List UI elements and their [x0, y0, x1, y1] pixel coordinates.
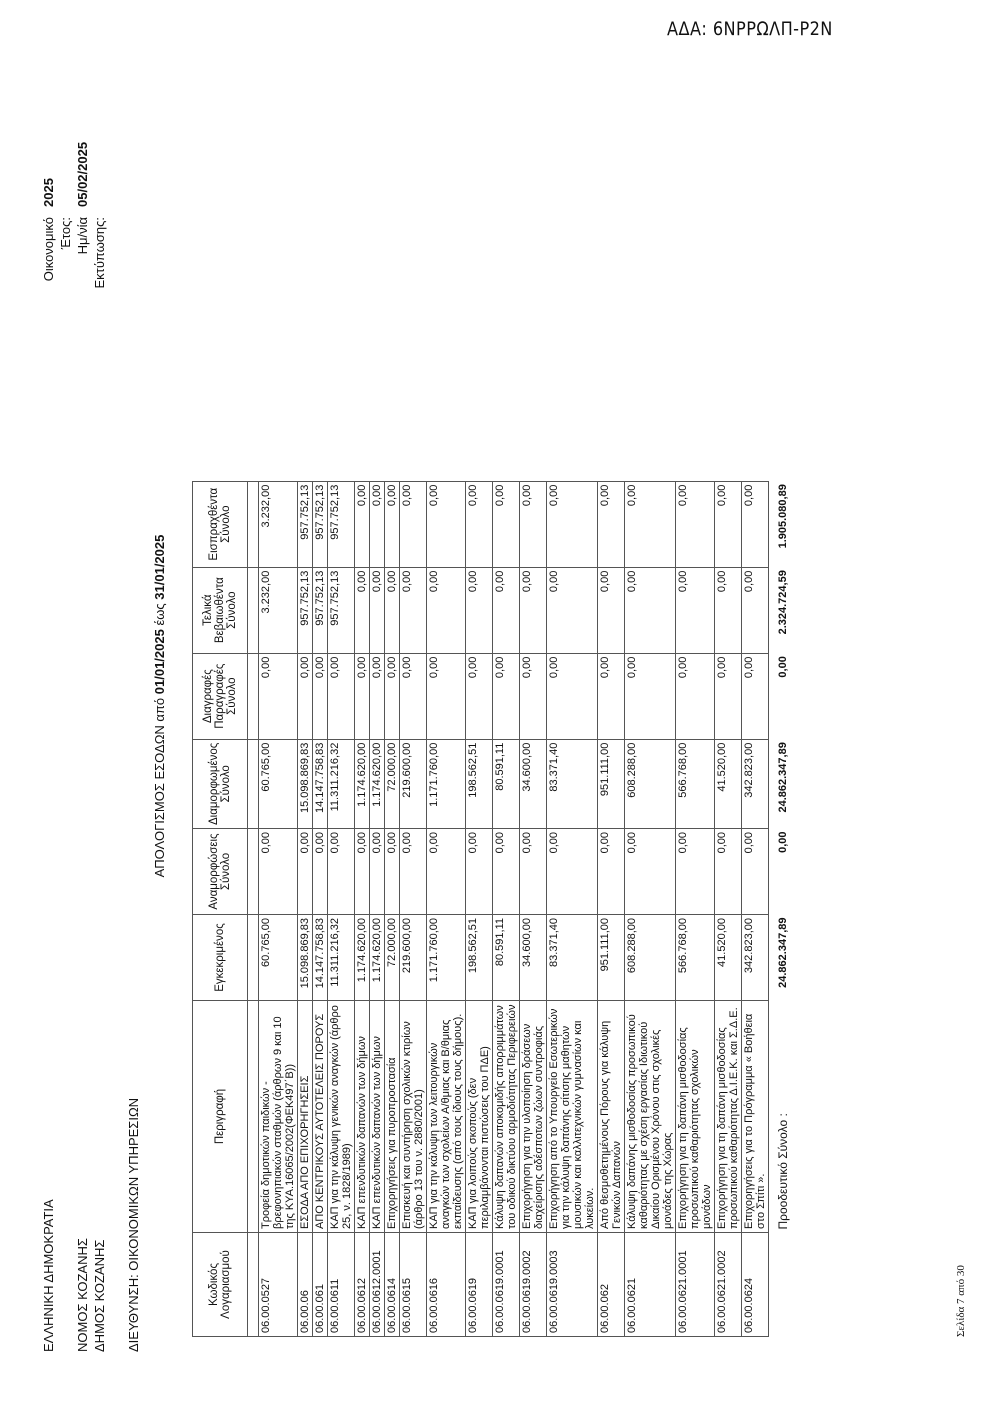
cell-formed: 1.174.620,00: [355, 739, 370, 828]
cell-approved: 80.591,11: [493, 915, 520, 1001]
cell-deletions: 0,00: [520, 653, 547, 739]
cell-approved: 15.098.869,83: [298, 915, 313, 1001]
cell-approved: 34.600,00: [520, 915, 547, 1001]
table-row: [520, 481, 547, 1336]
cell-certified: 0,00: [493, 567, 520, 653]
cell-description: ΚΑΠ επενδυτικών δαπανών των δήμων: [370, 1001, 385, 1233]
table-row: [742, 481, 769, 1336]
col-header-code: Κωδικός Λογαριασμού: [193, 1233, 248, 1337]
cell-certified: 0,00: [400, 567, 427, 653]
cell-deletions: 0,00: [598, 653, 625, 739]
cell-amendments: 0,00: [742, 829, 769, 915]
cell-collected: 0,00: [466, 481, 493, 567]
print-date-label: Ημ/νία Εκτύπωσης:: [75, 217, 107, 289]
cell-amendments: 0,00: [370, 829, 385, 915]
cell-approved: 342.823,00: [742, 915, 769, 1001]
cell-description: Επισκευή και συντήρηση σχολικών κτιρίων (άρθρο 13 του ν. 2880/2001): [400, 1001, 427, 1233]
municipality-label: ΔΗΜΟΣ ΚΟΖΑΝΗΣ: [92, 1239, 107, 1352]
cell-approved: 11.311.216,32: [328, 915, 355, 1001]
table-row: [625, 481, 676, 1336]
cell-code: 06.00.0619: [466, 1233, 493, 1337]
cell-approved: 83.371,40: [547, 915, 598, 1001]
table-row: [598, 481, 625, 1336]
cell-collected: 0,00: [676, 481, 715, 567]
cell-description: Επιχορήγηση για τη δαπάνη μισθοδοσίας προσωπικού καθαριότητας σχολικών μονάδων: [676, 1001, 715, 1233]
cell-formed: 342.823,00: [742, 739, 769, 828]
cell-certified: 0,00: [427, 567, 466, 653]
cell-approved: 566.768,00: [676, 915, 715, 1001]
report-date-from: 01/01/2025: [152, 629, 167, 695]
cell-code: 06.00.0619.0003: [547, 1233, 598, 1337]
cell-code: 06.00.0612.0001: [370, 1233, 385, 1337]
directorate-label: ΔΙΕΥΘΥΝΣΗ: ΟΙΚΟΝΟΜΙΚΩΝ ΥΠΗΡΕΣΙΩΝ: [126, 1097, 141, 1352]
cell-code: 06.00.0619.0001: [493, 1233, 520, 1337]
col-header-approved: Εγκεκριμένος: [193, 915, 248, 1001]
cell-amendments: 0,00: [313, 829, 328, 915]
cell-amendments: 0,00: [715, 829, 742, 915]
cell-collected: 3.232,00: [259, 481, 298, 567]
cell-description: Τροφεία δημοτικών παιδικών - βρεφονηπιακών σταθμών (άρθρων 9 και 10 της ΚΥΑ.16065/2002(ΦΕΚ497΄Β)): [259, 1001, 298, 1233]
cell-collected: 0,00: [520, 481, 547, 567]
cell-collected: 0,00: [547, 481, 598, 567]
cell-deletions: 0,00: [427, 653, 466, 739]
cell-approved: 14.147.758,83: [313, 915, 328, 1001]
cell-amendments: 0,00: [625, 829, 676, 915]
table-header-row: [193, 481, 248, 1336]
table-row: [400, 481, 427, 1336]
cell-formed: 14.147.758,83: [313, 739, 328, 828]
cell-collected: 0,00: [400, 481, 427, 567]
cell-collected: 0,00: [742, 481, 769, 567]
cell-collected: 957.752,13: [328, 481, 355, 567]
cell-description: Επιχορήγηση από το Υπουργείο Εσωτερικών για την κάλυψη δαπάνης σίτισης μαθητών μουσικών και καλλιτεχνικών γυμνασίων και λυκείων.: [547, 1001, 598, 1233]
table-row: [385, 481, 400, 1336]
page-number: Σελίδα 7 από 30: [955, 1265, 967, 1337]
total-collected: 1.905.080,89: [777, 484, 789, 549]
cell-deletions: 0,00: [328, 653, 355, 739]
cell-formed: 60.765,00: [259, 739, 298, 828]
cell-description: Κάλυψη δαπανών αποκομιδής απορριμμάτων του οδικού δικτύου αρμοδιότητας Περιφερειών: [493, 1001, 520, 1233]
cell-deletions: 0,00: [298, 653, 313, 739]
cell-description: Επιχορηγήσεις για πυροπροστασία: [385, 1001, 400, 1233]
cell-collected: 0,00: [715, 481, 742, 567]
print-date-value: 05/02/2025: [75, 141, 90, 207]
table-row: [259, 481, 298, 1336]
cell-collected: 0,00: [370, 481, 385, 567]
cell-formed: 219.600,00: [400, 739, 427, 828]
table-row: [676, 481, 715, 1336]
cell-formed: 34.600,00: [520, 739, 547, 828]
cell-description: Κάλυψη δαπάνης μισθοδοσίας προσωπικού καθαριότητας με σχέση εργασίας Ιδιωτικού Δικαίου Ορισμένου Χρόνου στις σχολικές μονάδες της Χώρας: [625, 1001, 676, 1233]
cell-amendments: 0,00: [598, 829, 625, 915]
cell-collected: 0,00: [598, 481, 625, 567]
cell-code: 06.00.0621: [625, 1233, 676, 1337]
cell-formed: 41.520,00: [715, 739, 742, 828]
cell-amendments: 0,00: [466, 829, 493, 915]
cell-code: 06.00.062: [598, 1233, 625, 1337]
report-title: [152, 0, 167, 1412]
cell-deletions: 0,00: [385, 653, 400, 739]
cell-certified: 0,00: [370, 567, 385, 653]
cell-description: ΚΑΠ για την κάλυψη των λειτουργικών αναγκών των σχολείων Α/θμιας και Β/θμιας εκπαίδευσης (από τους ίδιους τους δήμους).: [427, 1001, 466, 1233]
cell-code: 06.00.0621.0001: [676, 1233, 715, 1337]
cell-code: 06.00.0619.0002: [520, 1233, 547, 1337]
cell-collected: 0,00: [493, 481, 520, 567]
cell-description: Επιχορηγήσεις για το Πρόγραμμα « Βοήθεια στο Σπίτι ».: [742, 1001, 769, 1233]
cell-approved: 72.000,00: [385, 915, 400, 1001]
cell-certified: 0,00: [547, 567, 598, 653]
cell-certified: 0,00: [466, 567, 493, 653]
table-row: [466, 481, 493, 1336]
cell-amendments: 0,00: [400, 829, 427, 915]
total-formed: 24.862.347,89: [777, 742, 789, 813]
cell-formed: 1.171.760,00: [427, 739, 466, 828]
cell-amendments: 0,00: [520, 829, 547, 915]
header-spacer-row: [248, 481, 259, 1336]
cell-certified: 957.752,13: [298, 567, 313, 653]
country-label: ΕΛΛΗΝΙΚΗ ΔΗΜΟΚΡΑΤΙΑ: [41, 1199, 56, 1352]
prefecture-label: ΝΟΜΟΣ ΚΟΖΑΝΗΣ: [75, 1238, 90, 1352]
cell-approved: 41.520,00: [715, 915, 742, 1001]
cell-code: 06.00.0624: [742, 1233, 769, 1337]
cell-approved: 219.600,00: [400, 915, 427, 1001]
cell-approved: 951.111,00: [598, 915, 625, 1001]
cell-collected: 0,00: [385, 481, 400, 567]
cell-collected: 957.752,13: [313, 481, 328, 567]
table-row: [370, 481, 385, 1336]
cell-description: Επιχορήγηση για την υλοποίηση δράσεων διαχείρισης αδέσποτων ζώων συντροφιάς: [520, 1001, 547, 1233]
cell-amendments: 0,00: [355, 829, 370, 915]
col-header-formed: Διαμορφωμένος Σύνολο: [193, 739, 248, 828]
cell-description: ΚΑΠ για λοιπούς σκοπούς (δεν περιλαμβάνονται πιστώσεις του ΠΔΕ): [466, 1001, 493, 1233]
cell-collected: 957.752,13: [298, 481, 313, 567]
cell-deletions: 0,00: [400, 653, 427, 739]
cell-certified: 0,00: [715, 567, 742, 653]
cell-certified: 0,00: [598, 567, 625, 653]
report-date-to: 31/01/2025: [152, 534, 167, 600]
table-row: [715, 481, 742, 1336]
table-row: [313, 481, 328, 1336]
cell-certified: 957.752,13: [313, 567, 328, 653]
total-approved: 24.862.347,89: [777, 917, 789, 988]
total-deletions: 0,00: [777, 656, 789, 678]
cell-approved: 1.174.620,00: [355, 915, 370, 1001]
cell-code: 06.00.061: [313, 1233, 328, 1337]
cell-description: Από θεσμοθετημένους Πόρους για κάλυψη Γενικών Δαπανών: [598, 1001, 625, 1233]
col-header-certified: Τελικά Βεβαιωθέντα Σύνολο: [193, 567, 248, 653]
cell-formed: 72.000,00: [385, 739, 400, 828]
table-row: [427, 481, 466, 1336]
cell-formed: 83.371,40: [547, 739, 598, 828]
cell-description: ΚΑΠ επενδυτικών δαπανών των δήμων: [355, 1001, 370, 1233]
cell-amendments: 0,00: [547, 829, 598, 915]
cell-description: ΕΣΟΔΑ ΑΠΟ ΕΠΙΧΟΡΗΓΗΣΕΙΣ: [298, 1001, 313, 1233]
cell-formed: 198.562,51: [466, 739, 493, 828]
table-row: [493, 481, 520, 1336]
cell-collected: 0,00: [427, 481, 466, 567]
col-header-collected: Εισπραχθέντα Σύνολο: [193, 481, 248, 567]
cell-certified: 0,00: [520, 567, 547, 653]
table-row: [298, 481, 313, 1336]
table-row: [328, 481, 355, 1336]
cell-deletions: 0,00: [676, 653, 715, 739]
cell-deletions: 0,00: [625, 653, 676, 739]
issuer-header: [40, 1098, 142, 1352]
cell-formed: 15.098.869,83: [298, 739, 313, 828]
cell-collected: 0,00: [625, 481, 676, 567]
cell-amendments: 0,00: [385, 829, 400, 915]
cell-certified: 0,00: [625, 567, 676, 653]
cell-formed: 608.288,00: [625, 739, 676, 828]
cell-deletions: 0,00: [547, 653, 598, 739]
cell-amendments: 0,00: [259, 829, 298, 915]
cell-code: 06.00.0611: [328, 1233, 355, 1337]
cell-amendments: 0,00: [427, 829, 466, 915]
col-header-amendments: Αναμορφώσεις Σύνολο: [193, 829, 248, 915]
cell-formed: 951.111,00: [598, 739, 625, 828]
cell-amendments: 0,00: [298, 829, 313, 915]
cell-certified: 0,00: [676, 567, 715, 653]
cell-certified: 957.752,13: [328, 567, 355, 653]
cell-description: ΑΠΟ ΚΕΝΤΡΙΚΟΥΣ ΑΥΤΟΤΕΛΕΙΣ ΠΟΡΟΥΣ: [313, 1001, 328, 1233]
cell-formed: 11.311.216,32: [328, 739, 355, 828]
cell-approved: 608.288,00: [625, 915, 676, 1001]
cell-code: 06.00.0527: [259, 1233, 298, 1337]
col-header-description: Περιγραφή: [193, 1001, 248, 1233]
table-row: [547, 481, 598, 1336]
total-certified: 2.324.724,59: [777, 570, 789, 635]
cell-approved: 60.765,00: [259, 915, 298, 1001]
cell-certified: 0,00: [385, 567, 400, 653]
col-header-deletions: Διαγραφές Παραγραφές Σύνολο: [193, 653, 248, 739]
cell-approved: 1.174.620,00: [370, 915, 385, 1001]
table-row: [355, 481, 370, 1336]
cell-certified: 0,00: [742, 567, 769, 653]
report-title-middle: έως: [152, 599, 167, 630]
cell-deletions: 0,00: [466, 653, 493, 739]
cell-deletions: 0,00: [493, 653, 520, 739]
cell-amendments: 0,00: [328, 829, 355, 915]
cell-certified: 0,00: [355, 567, 370, 653]
cell-description: ΚΑΠ για την κάλυψη γενικών αναγκών (άρθρο 25, ν. 1828/1989): [328, 1001, 355, 1233]
table-body: [259, 481, 769, 1336]
cell-code: 06.00.0612: [355, 1233, 370, 1337]
total-amendments: 0,00: [777, 831, 789, 853]
cell-code: 06.00.0621.0002: [715, 1233, 742, 1337]
cell-code: 06.00.06: [298, 1233, 313, 1337]
cell-formed: 1.174.620,00: [370, 739, 385, 828]
cell-approved: 198.562,51: [466, 915, 493, 1001]
revenue-table: [192, 481, 790, 1337]
cell-deletions: 0,00: [715, 653, 742, 739]
cell-deletions: 0,00: [259, 653, 298, 739]
ada-code: ΑΔΑ: 6ΝΡΡΩΛΠ-Ρ2Ν: [667, 18, 833, 40]
cell-amendments: 0,00: [493, 829, 520, 915]
cell-collected: 0,00: [355, 481, 370, 567]
cell-deletions: 0,00: [313, 653, 328, 739]
report-meta: [40, 142, 108, 317]
cell-deletions: 0,00: [355, 653, 370, 739]
cell-formed: 80.591,11: [493, 739, 520, 828]
cell-code: 06.00.0616: [427, 1233, 466, 1337]
fiscal-year-label: Οικονομικό Έτος:: [41, 217, 73, 282]
total-row: [769, 481, 791, 1336]
cell-code: 06.00.0615: [400, 1233, 427, 1337]
cell-deletions: 0,00: [370, 653, 385, 739]
report-title-prefix: ΑΠΟΛΟΓΙΣΜΟΣ ΕΣΟΔΩΝ από: [152, 694, 167, 878]
cell-certified: 3.232,00: [259, 567, 298, 653]
cell-deletions: 0,00: [742, 653, 769, 739]
cell-amendments: 0,00: [676, 829, 715, 915]
cell-description: Επιχορήγηση για τη δαπάνη μισθοδοσίας προσωπικού καθαριότητας Δ.Ι.Ε.Κ. και Σ.Δ.Ε.: [715, 1001, 742, 1233]
total-label: Προοδευτικό Σύνολο :: [776, 1113, 790, 1230]
cell-approved: 1.171.760,00: [427, 915, 466, 1001]
fiscal-year-value: 2025: [41, 178, 56, 207]
cell-code: 06.00.0614: [385, 1233, 400, 1337]
cell-formed: 566.768,00: [676, 739, 715, 828]
